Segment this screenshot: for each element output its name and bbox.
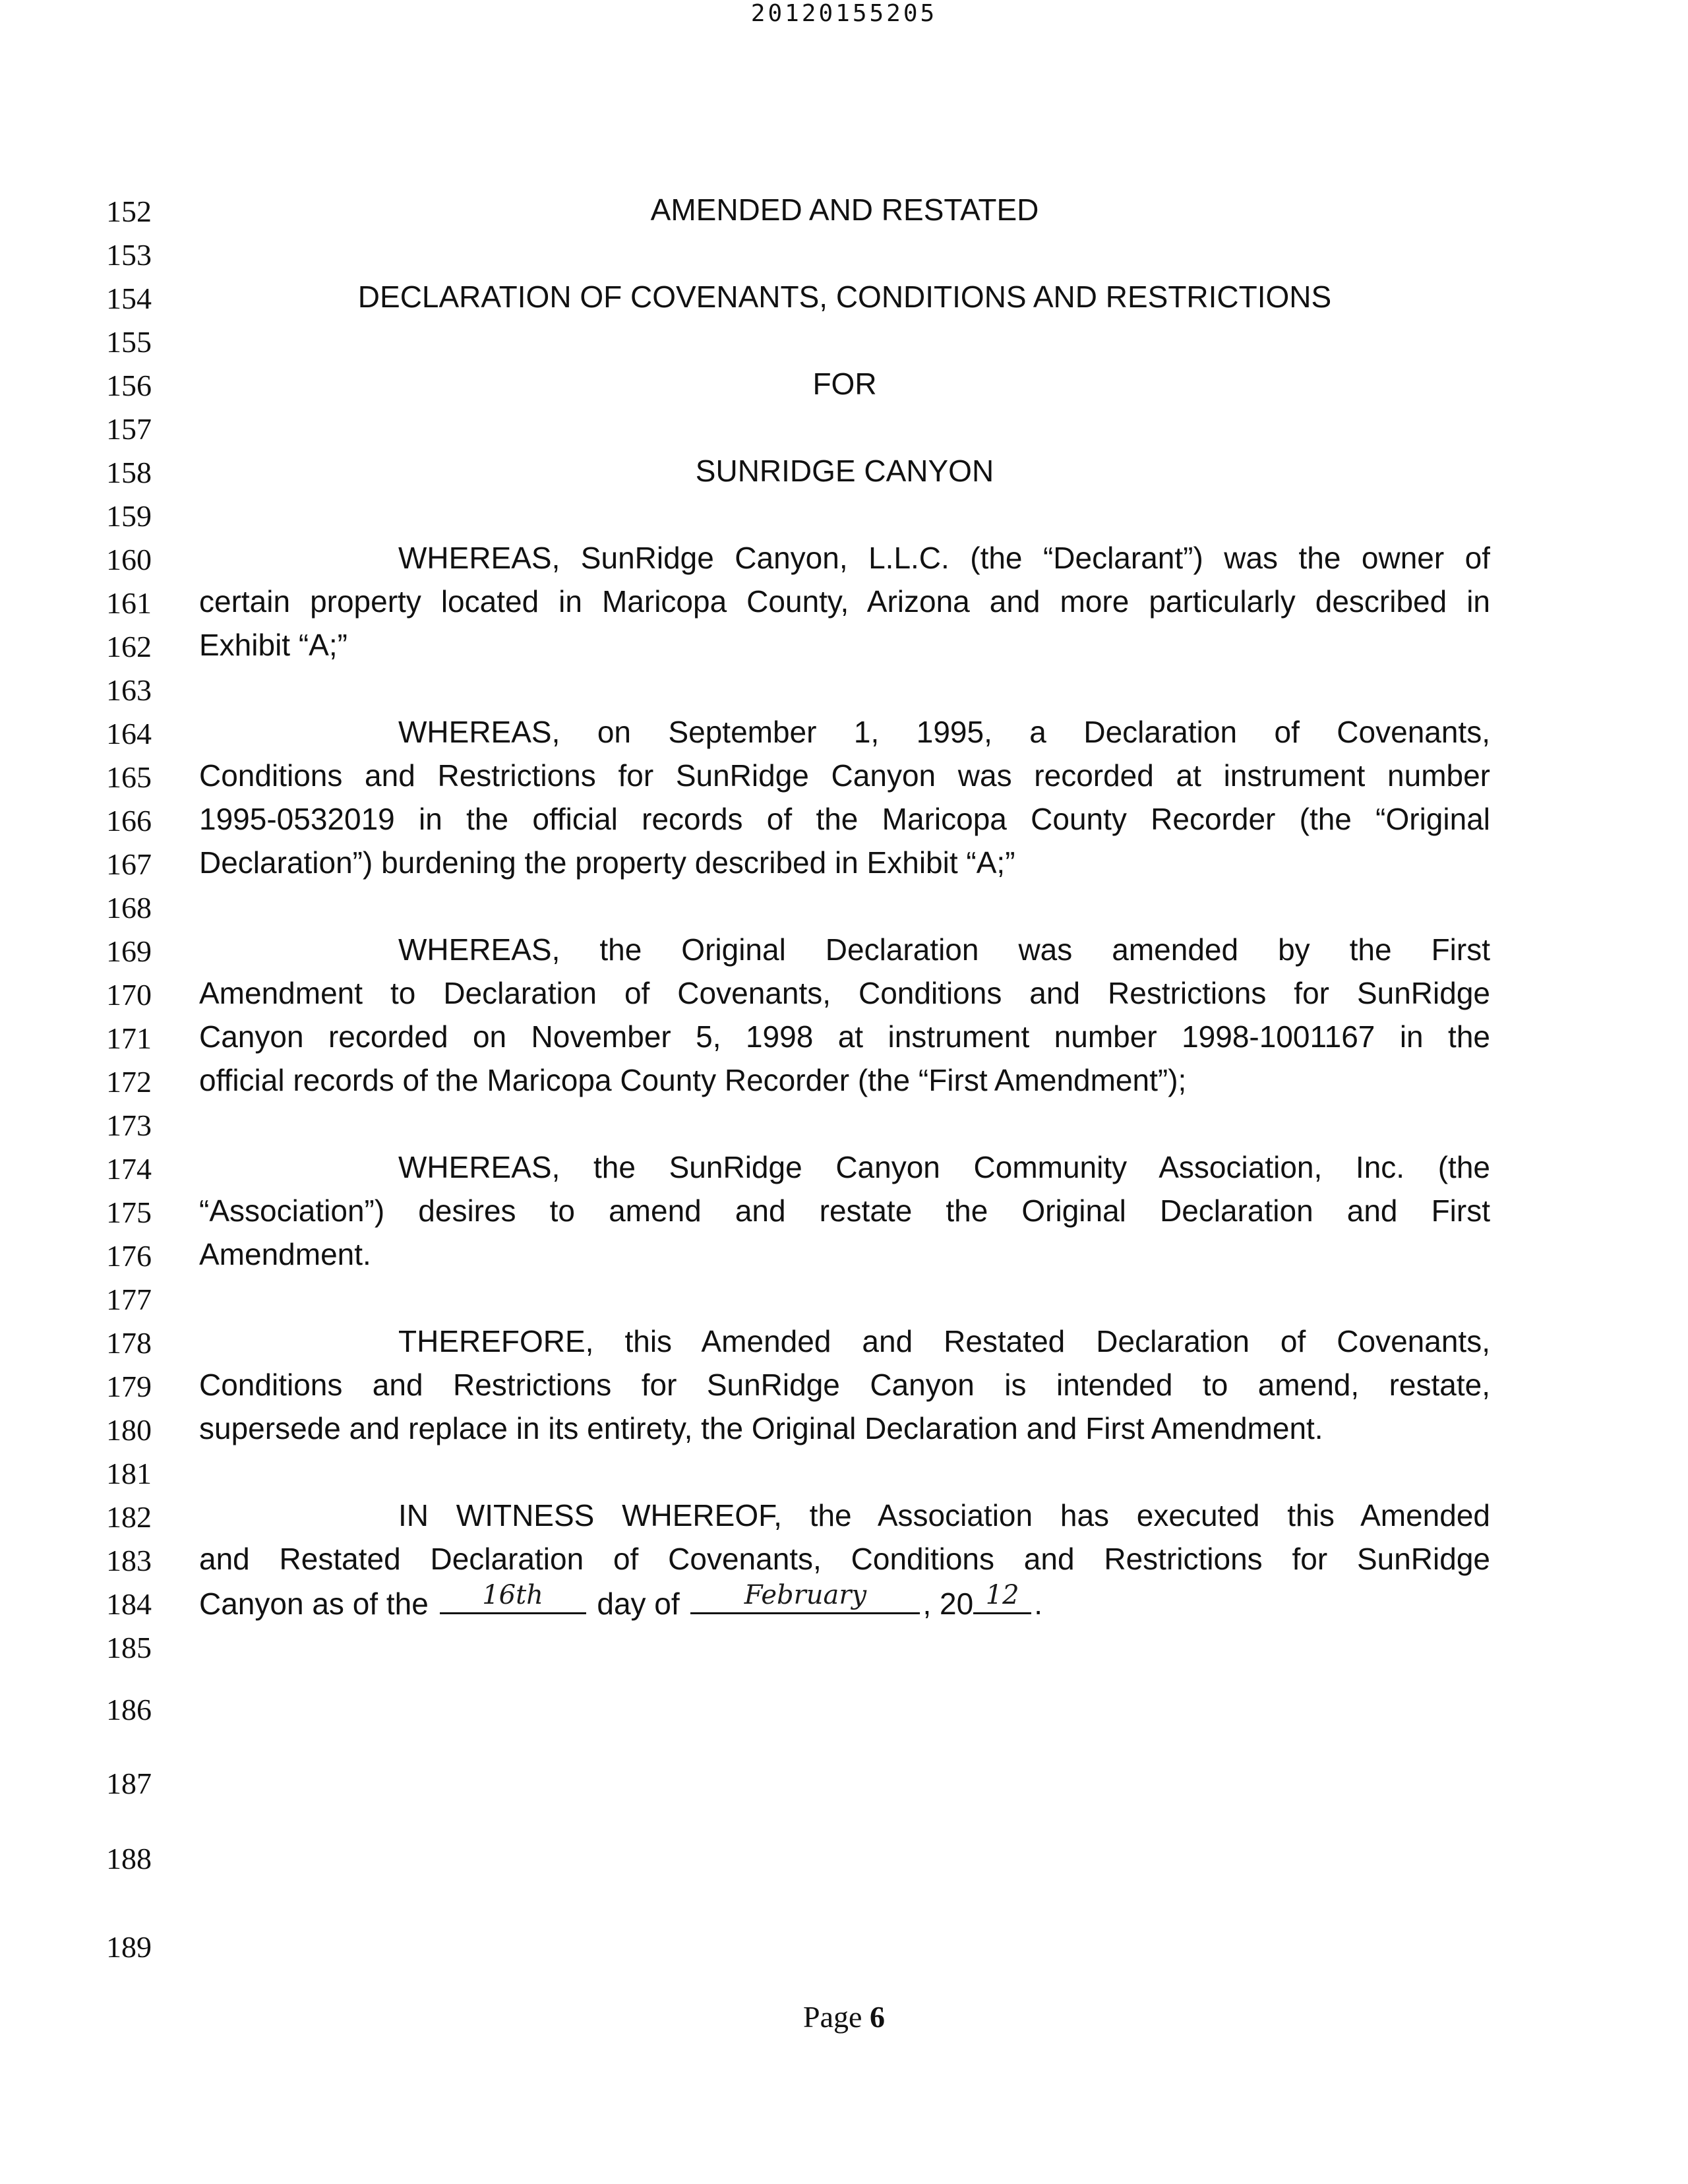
recital-line: WHEREAS, SunRidge Canyon, L.L.C. (the “Declarant”) was the owner of [398,541,1490,575]
page-footer [0,1999,1688,2034]
line-number: 173 [106,1108,152,1142]
line-number: 166 [106,804,152,837]
line-number: 162 [106,630,152,663]
line-number: 164 [106,717,152,750]
line-number: 177 [106,1283,152,1316]
line-number: 181 [106,1457,152,1490]
page-number: 6 [869,2000,885,2034]
line-number: 178 [106,1326,152,1360]
recital-line: Amendment to Declaration of Covenants, Conditions and Restrictions for SunRidge [199,976,1490,1010]
page-label: Page [803,2000,862,2034]
line-number: 165 [106,760,152,794]
recital-line: Exhibit “A;” [199,628,347,662]
recital-line: Amendment. [199,1237,371,1271]
line-number: 153 [106,238,152,272]
line-number: 161 [106,586,152,620]
witness-line: IN WITNESS WHEREOF, the Association has executed this Amended [398,1498,1490,1532]
recital-line: certain property located in Maricopa County, Arizona and more particularly described in [199,584,1490,619]
line-number: 156 [106,369,152,402]
line-number: 158 [106,456,152,489]
recital-line: WHEREAS, the Original Declaration was amended by the First [398,932,1490,967]
line-number: 187 [106,1767,152,1800]
line-number: 159 [106,499,152,533]
title-line: DECLARATION OF COVENANTS, CONDITIONS AND RESTRICTIONS [357,280,1332,314]
line-number: 186 [106,1693,152,1726]
recital-line: official records of the Maricopa County Recorder (the “First Amendment”); [199,1063,1187,1097]
line-number: 167 [106,847,152,881]
recital-line: THEREFORE, this Amended and Restated Declaration of Covenants, [398,1324,1490,1358]
line-number: 182 [106,1500,152,1534]
document-number: 20120155205 [750,0,938,27]
recital-line: WHEREAS, the SunRidge Canyon Community Association, Inc. (the [398,1150,1490,1184]
line-number: 189 [106,1930,152,1964]
line-number: 183 [106,1544,152,1577]
handwritten-day: 16th [482,1580,543,1610]
recital-line: Declaration”) burdening the property described in Exhibit “A;” [199,845,1015,880]
recital-line: Conditions and Restrictions for SunRidge Canyon is intended to amend, restate, [199,1368,1490,1402]
line-number: 169 [106,934,152,968]
line-number: 152 [106,195,152,228]
title-line: SUNRIDGE CANYON [695,454,994,488]
recital-line: 1995-0532019 in the official records of the Maricopa County Recorder (the “Original [199,802,1490,836]
month-blank [690,1581,920,1614]
day-blank [440,1581,586,1614]
line-number: 185 [106,1631,152,1664]
recital-line: supersede and replace in its entirety, the Original Declaration and First Amendment. [199,1411,1323,1445]
line-number: 184 [106,1587,152,1621]
line-number: 170 [106,978,152,1012]
line-number: 168 [106,891,152,925]
line-number: 179 [106,1370,152,1403]
witness-line: and Restated Declaration of Covenants, Conditions and Restrictions for SunRidge [199,1542,1490,1576]
line-number: 188 [106,1842,152,1875]
witness-date-line: Canyon as of the 16th day of February , 20 12 . [199,1580,1042,1621]
title-line: FOR [812,367,877,401]
line-number: 180 [106,1413,152,1447]
title-line: AMENDED AND RESTATED [650,193,1039,227]
year-blank [973,1581,1031,1614]
line-number: 160 [106,543,152,576]
line-number: 174 [106,1152,152,1186]
recital-line: “Association”) desires to amend and restate the Original Declaration and First [199,1194,1490,1228]
line-number: 172 [106,1065,152,1099]
line-number: 176 [106,1239,152,1273]
recital-line: Conditions and Restrictions for SunRidge Canyon was recorded at instrument number [199,758,1490,793]
line-number: 171 [106,1021,152,1055]
recital-line: WHEREAS, on September 1, 1995, a Declaration of Covenants, [398,715,1490,749]
handwritten-year: 12 [985,1580,1019,1610]
line-number: 163 [106,673,152,707]
handwritten-month: February [744,1580,867,1610]
line-number: 157 [106,412,152,446]
line-number: 155 [106,325,152,359]
recital-line: Canyon recorded on November 5, 1998 at instrument number 1998-1001167 in the [199,1019,1490,1054]
line-number: 154 [106,282,152,315]
line-number: 175 [106,1196,152,1229]
